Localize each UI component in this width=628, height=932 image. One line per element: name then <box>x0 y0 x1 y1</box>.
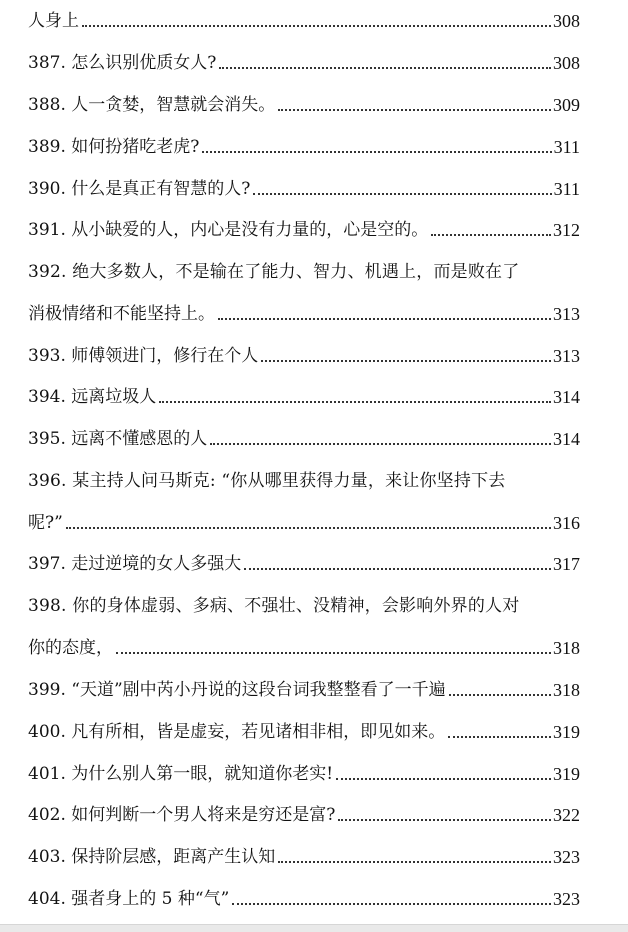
toc-entry-page: 323 <box>553 889 580 909</box>
toc-entry-title: 397. 走过逆境的女人多强大 <box>28 554 242 574</box>
toc-entry-page: 308 <box>553 53 580 73</box>
toc-entry-page: 314 <box>553 387 580 407</box>
toc-entry-title: 387. 怎么识别优质女人? <box>28 53 217 73</box>
toc-entry-title: 400. 凡有所相，皆是虚妄，若见诸相非相，即见如来。 <box>28 722 446 742</box>
toc-entry-title: 403. 保持阶层感，距离产生认知 <box>28 847 276 867</box>
toc-entry[interactable] <box>28 629 580 659</box>
toc-entry[interactable] <box>28 44 580 74</box>
toc-entry-page: 316 <box>553 513 580 533</box>
toc-entry[interactable] <box>28 755 580 785</box>
dot-leader <box>253 193 551 195</box>
toc-entry[interactable] <box>28 211 580 241</box>
toc-entry[interactable] <box>28 838 580 868</box>
toc-entry-title: 呢?” <box>28 513 63 533</box>
dot-leader <box>448 736 551 738</box>
toc-entry-page: 311 <box>553 179 580 199</box>
dot-leader <box>82 25 551 27</box>
toc-entry-page: 319 <box>553 764 580 784</box>
toc-entry-title: 391. 从小缺爱的人，内心是没有力量的，心是空的。 <box>28 220 429 240</box>
toc-entry-page: 309 <box>553 95 580 115</box>
toc-entry[interactable] <box>28 170 580 200</box>
toc-entry[interactable] <box>28 2 580 32</box>
toc-entry[interactable] <box>28 295 580 325</box>
toc-entry[interactable] <box>28 420 580 450</box>
toc-entry-title: 394. 远离垃圾人 <box>28 387 157 407</box>
toc-entry-title: 消极情绪和不能坚持上。 <box>28 304 215 324</box>
toc-entry-title: 401. 为什么别人第一眼，就知道你老实! <box>28 764 334 784</box>
toc-entry[interactable] <box>28 545 580 575</box>
toc-entry-title: 393. 师傅领进门，修行在个人 <box>28 346 259 366</box>
dot-leader <box>218 318 551 320</box>
toc-entry[interactable] <box>28 337 580 367</box>
toc-entry[interactable] <box>28 796 580 826</box>
toc-entry-title: 398. 你的身体虚弱、多病、不强壮、没精神，会影响外界的人对 <box>28 596 520 616</box>
toc-entry[interactable] <box>28 671 580 701</box>
toc-entry[interactable] <box>28 713 580 743</box>
toc-entry-title: 人身上 <box>28 11 79 31</box>
toc-entry-title: 390. 什么是真正有智慧的人? <box>28 179 251 199</box>
toc-entry-title: 392. 绝大多数人，不是输在了能力、智力、机遇上，而是败在了 <box>28 262 520 282</box>
dot-leader <box>338 819 551 821</box>
toc-entry-title: 395. 远离不懂感恩的人 <box>28 429 208 449</box>
toc-entry-page: 319 <box>553 722 580 742</box>
toc-entry-page: 312 <box>553 220 580 240</box>
dot-leader <box>336 778 551 780</box>
dot-leader <box>244 568 551 570</box>
toc-entry-title: 388. 人一贪婪，智慧就会消失。 <box>28 95 276 115</box>
toc-entry-title: 399. “天道”剧中芮小丹说的这段台词我整整看了一千遍 <box>28 680 446 700</box>
dot-leader <box>278 861 551 863</box>
toc-entry-first-line[interactable] <box>28 253 580 283</box>
toc-entry-title: 402. 如何判断一个男人将来是穷还是富? <box>28 805 336 825</box>
dot-leader <box>261 360 551 362</box>
toc-entry-title: 389. 如何扮猪吃老虎? <box>28 137 200 157</box>
dot-leader <box>116 652 551 654</box>
toc-entry[interactable] <box>28 504 580 534</box>
toc-entry[interactable] <box>28 378 580 408</box>
dot-leader <box>278 109 551 111</box>
toc-entry-title: 你的态度， <box>28 638 113 658</box>
dot-leader <box>210 443 551 445</box>
dot-leader <box>66 527 551 529</box>
toc-entry[interactable] <box>28 86 580 116</box>
toc-entry-page: 323 <box>553 847 580 867</box>
toc-entry-title: 404. 强者身上的 5 种“气” <box>28 889 230 909</box>
dot-leader <box>232 903 551 905</box>
toc-entry-page: 317 <box>553 554 580 574</box>
dot-leader <box>449 694 551 696</box>
toc-entry-page: 318 <box>553 638 580 658</box>
dot-leader <box>431 234 551 236</box>
toc-entry-page: 318 <box>553 680 580 700</box>
toc-entry-page: 308 <box>553 11 580 31</box>
toc-entry-page: 313 <box>553 346 580 366</box>
toc-entry-first-line[interactable] <box>28 587 580 617</box>
toc-entry-page: 313 <box>553 304 580 324</box>
toc-entry-page: 311 <box>553 137 580 157</box>
toc-entry-page: 322 <box>553 805 580 825</box>
dot-leader <box>219 67 551 69</box>
toc-entry[interactable] <box>28 128 580 158</box>
dot-leader <box>202 151 551 153</box>
toc-entry[interactable] <box>28 880 580 910</box>
toc-entry-title: 396. 某主持人问马斯克: “你从哪里获得力量，来让你坚持下去 <box>28 471 506 491</box>
toc-entry-page: 314 <box>553 429 580 449</box>
toc-entry-first-line[interactable] <box>28 462 580 492</box>
dot-leader <box>159 401 551 403</box>
